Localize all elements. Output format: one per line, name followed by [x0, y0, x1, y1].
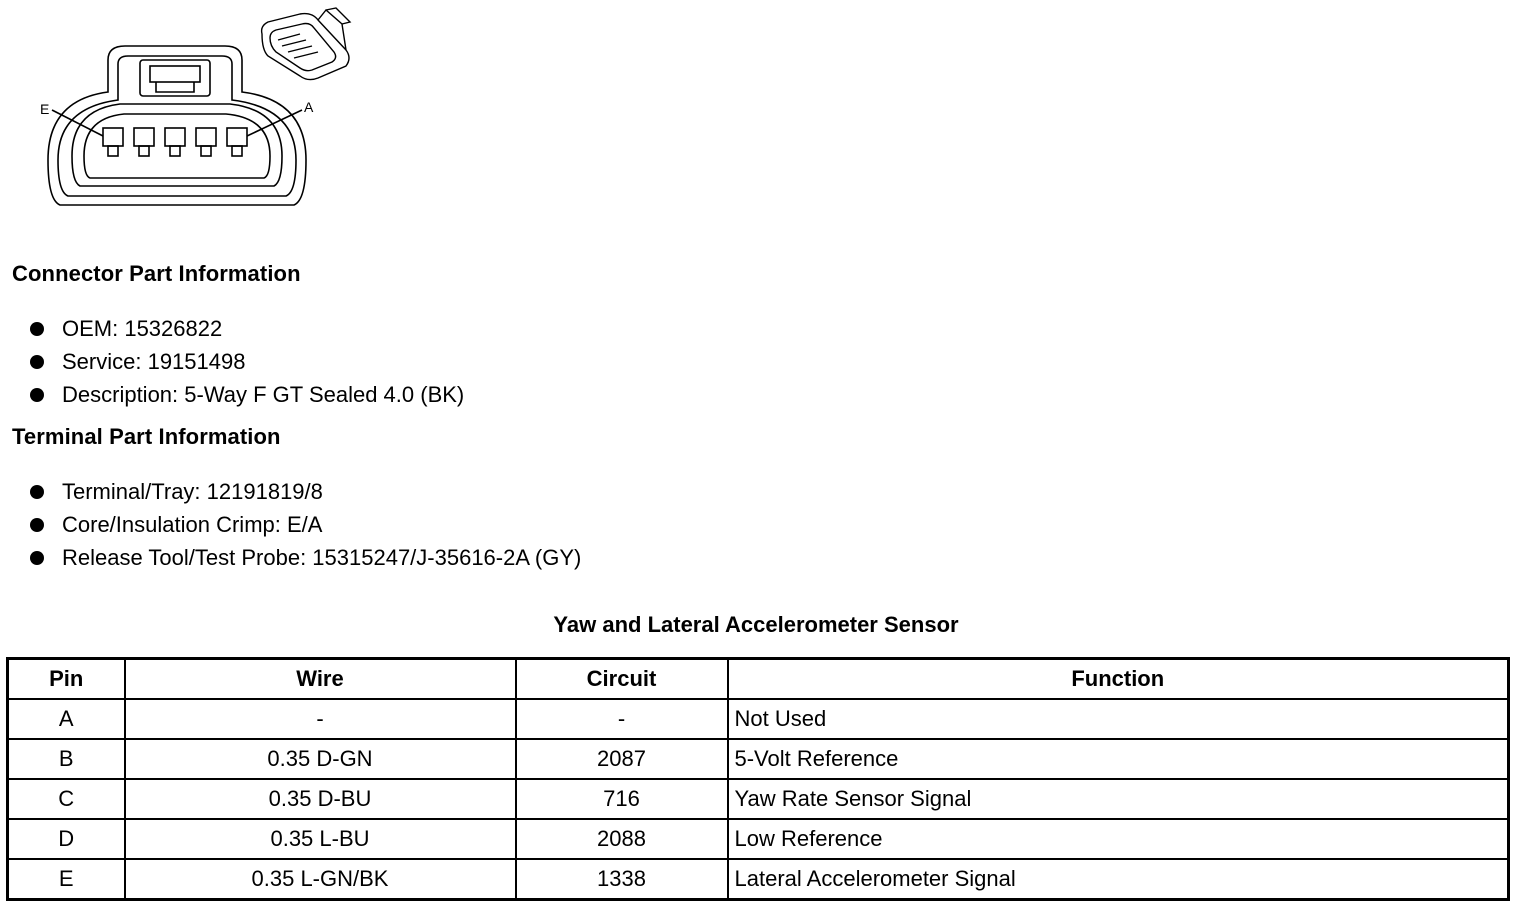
bullet-icon: [30, 485, 44, 499]
cell-wire: 0.35 D-GN: [125, 739, 516, 779]
bullet-icon: [30, 322, 44, 336]
cell-circuit: 716: [516, 779, 728, 819]
cell-wire: 0.35 D-BU: [125, 779, 516, 819]
table-row: [8, 779, 1509, 819]
connector-housing-outline: [48, 46, 306, 205]
connector-info-list: [28, 312, 464, 411]
cell-circuit: 2088: [516, 819, 728, 859]
pin-label-a: A: [304, 99, 314, 115]
list-item: Description: 5-Way F GT Sealed 4.0 (BK): [28, 378, 464, 411]
cell-circuit: -: [516, 699, 728, 739]
cell-function: Low Reference: [728, 819, 1509, 859]
cell-function: Yaw Rate Sensor Signal: [728, 779, 1509, 819]
cell-pin: B: [8, 739, 125, 779]
bullet-icon: [30, 388, 44, 402]
cell-pin: D: [8, 819, 125, 859]
header-circuit: Circuit: [516, 659, 728, 700]
table-title: Yaw and Lateral Accelerometer Sensor: [553, 612, 959, 637]
pin-cavities: [103, 128, 247, 156]
pin-label-e: E: [40, 101, 50, 117]
cell-pin: E: [8, 859, 125, 900]
cell-circuit: 2087: [516, 739, 728, 779]
list-item: Terminal/Tray: 12191819/8: [28, 475, 581, 508]
terminal-info-list: [28, 475, 581, 574]
connector-info-heading: Connector Part Information: [12, 261, 301, 286]
table-header-row: [8, 659, 1509, 700]
terminal-info-heading: Terminal Part Information: [12, 424, 281, 449]
connector-isometric-icon: [262, 8, 350, 80]
list-item: OEM: 15326822: [28, 312, 464, 345]
cell-pin: A: [8, 699, 125, 739]
cell-wire: -: [125, 699, 516, 739]
list-item: Service: 19151498: [28, 345, 464, 378]
cell-function: Not Used: [728, 699, 1509, 739]
list-item: Release Tool/Test Probe: 15315247/J-35616-2A (GY): [28, 541, 581, 574]
header-pin: Pin: [8, 659, 125, 700]
table-row: [8, 819, 1509, 859]
bullet-icon: [30, 518, 44, 532]
table-row: [8, 859, 1509, 900]
bullet-icon: [30, 551, 44, 565]
cell-function: 5-Volt Reference: [728, 739, 1509, 779]
list-item: Core/Insulation Crimp: E/A: [28, 508, 581, 541]
table-row: [8, 739, 1509, 779]
table-row: [8, 699, 1509, 739]
cell-pin: C: [8, 779, 125, 819]
header-wire: Wire: [125, 659, 516, 700]
cell-circuit: 1338: [516, 859, 728, 900]
cell-wire: 0.35 L-GN/BK: [125, 859, 516, 900]
cell-function: Lateral Accelerometer Signal: [728, 859, 1509, 900]
connector-face-diagram: [0, 0, 380, 230]
header-function: Function: [728, 659, 1509, 700]
bullet-icon: [30, 355, 44, 369]
cell-wire: 0.35 L-BU: [125, 819, 516, 859]
pinout-table: [6, 657, 1510, 901]
